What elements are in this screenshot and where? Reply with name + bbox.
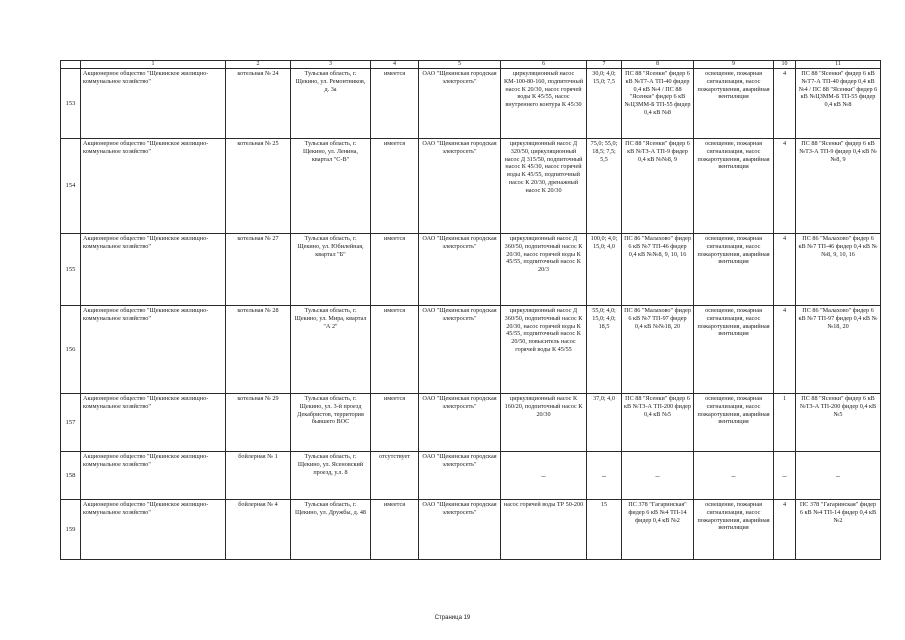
object-cell: котельная № 25 bbox=[226, 139, 291, 234]
organization-cell: Акционерное общество "Щекинское жилищно-коммунальное хозяйство" bbox=[81, 394, 226, 452]
power-cell: 75,0; 55,0; 18,5; 7,5; 5,5 bbox=[587, 139, 622, 234]
row-number-cell: 153 bbox=[61, 69, 81, 139]
column-number-header: 7 bbox=[587, 61, 622, 69]
table-row bbox=[61, 394, 881, 452]
column-number-header: 8 bbox=[622, 61, 694, 69]
table-row bbox=[61, 139, 881, 234]
feed-duplicate-cell: ПС 88 "Ясенки" фидер 6 кВ №ТЗ-А ТП-9 фидер 0,4 кВ №№8, 9 bbox=[796, 139, 881, 234]
supplier-cell: ОАО "Щекинская городская электросеть" bbox=[419, 139, 501, 234]
address-cell: Тульская область, г. Щекино, ул. Мира, квартал "А 2" bbox=[291, 306, 371, 394]
power-cell: 55,0; 4,0; 15,0; 4,0; 18,5 bbox=[587, 306, 622, 394]
feed-duplicate-cell: ПС 378 "Гагаринская" фидер 6 кВ №4 ТП-14 фидер 0,4 кВ №2 bbox=[796, 500, 881, 560]
object-cell: бойлерная № 4 bbox=[226, 500, 291, 560]
organization-cell: Акционерное общество "Щекинское жилищно-коммунальное хозяйство" bbox=[81, 500, 226, 560]
power-cell: 30,0; 4,0; 15,0; 7,5 bbox=[587, 69, 622, 139]
consumers-cell: освещение, пожарная сигнализация, насос пожаротушения, аварийная вентиляция bbox=[694, 69, 774, 139]
consumers-cell: освещение, пожарная сигнализация, насос пожаротушения, аварийная вентиляция bbox=[694, 394, 774, 452]
reserve-source-cell: имеется bbox=[371, 69, 419, 139]
organization-cell: Акционерное общество "Щекинское жилищно-коммунальное хозяйство" bbox=[81, 139, 226, 234]
document-table bbox=[60, 60, 881, 560]
consumers-cell: освещение, пожарная сигнализация, насос пожаротушения, аварийная вентиляция bbox=[694, 139, 774, 234]
category-cell: – bbox=[774, 452, 796, 500]
header-row bbox=[61, 61, 881, 69]
object-cell: бойлерная № 1 bbox=[226, 452, 291, 500]
column-number-header: 1 bbox=[81, 61, 226, 69]
table-row bbox=[61, 306, 881, 394]
feed-cell: ПС 88 "Ясенки" фидер 6 кВ №Т7-А ТП-40 фидер 0,4 кВ №4 / ПС 88 "Ясенки" фидер 6 кВ №ЦЗММ-Б ТП-55 фидер 0,4 кВ №8 bbox=[622, 69, 694, 139]
equipment-cell: циркуляционный насос КМ-100-80-160, подпиточный насос К 20/30, насос горячей воды К 45/55, насос внутреннего контура К 45/30 bbox=[501, 69, 587, 139]
object-cell: котельная № 27 bbox=[226, 234, 291, 306]
reserve-source-cell: имеется bbox=[371, 234, 419, 306]
row-number-cell: 156 bbox=[61, 306, 81, 394]
power-cell: 37,0; 4,0 bbox=[587, 394, 622, 452]
consumers-cell: освещение, пожарная сигнализация, насос пожаротушения, аварийная вентиляция bbox=[694, 234, 774, 306]
feed-cell: – bbox=[622, 452, 694, 500]
equipment-cell: насос горячей воды ТР 50-200 bbox=[501, 500, 587, 560]
supplier-cell: ОАО "Щекинская городская электросеть" bbox=[419, 306, 501, 394]
row-number-cell: 155 bbox=[61, 234, 81, 306]
table-row bbox=[61, 500, 881, 560]
equipment-cell: циркуляционный насос Д 360/50, подпиточный насос К 20/30, насос горячей воды К 45/55, подпиточный насос К 20/50, повыситель насос горячей воды К 45/55 bbox=[501, 306, 587, 394]
address-cell: Тульская область, г. Щекино, ул. Ремонтников, д. 3а bbox=[291, 69, 371, 139]
row-number-cell: 157 bbox=[61, 394, 81, 452]
reserve-source-cell: имеется bbox=[371, 306, 419, 394]
feed-duplicate-cell: ПС 86 "Малахово" фидер 6 кВ №7 ТП-97 фидер 0,4 кВ №№18, 20 bbox=[796, 306, 881, 394]
column-number-header: 2 bbox=[226, 61, 291, 69]
object-cell: котельная № 29 bbox=[226, 394, 291, 452]
category-cell: 4 bbox=[774, 69, 796, 139]
organization-cell: Акционерное общество "Щекинское жилищно-коммунальное хозяйство" bbox=[81, 306, 226, 394]
reserve-source-cell: имеется bbox=[371, 394, 419, 452]
feed-cell: ПС 378 "Гагаринская" фидер 6 кВ №4 ТП-14 фидер 0,4 кВ №2 bbox=[622, 500, 694, 560]
table-row bbox=[61, 234, 881, 306]
supplier-cell: ОАО "Щекинская городская электросеть" bbox=[419, 69, 501, 139]
supplier-cell: ОАО "Щекинская городская электросеть" bbox=[419, 500, 501, 560]
column-number-header: 3 bbox=[291, 61, 371, 69]
feed-cell: ПС 88 "Ясенки" фидер 6 кВ №ТЗ-А ТП-9 фидер 0,4 кВ №№8, 9 bbox=[622, 139, 694, 234]
equipment-cell: циркуляционный насос К 160/20, подпиточный насос К 20/30 bbox=[501, 394, 587, 452]
object-cell: котельная № 24 bbox=[226, 69, 291, 139]
equipment-cell: циркуляционный насос Д 360/50, подпиточный насос К 20/30, насос горячей воды К 45/55, подпиточный насос К 20/3 bbox=[501, 234, 587, 306]
column-number-header: 10 bbox=[774, 61, 796, 69]
category-cell: 4 bbox=[774, 306, 796, 394]
consumers-cell: освещение, пожарная сигнализация, насос пожаротушения, аварийная вентиляция bbox=[694, 306, 774, 394]
category-cell: 4 bbox=[774, 234, 796, 306]
address-cell: Тульская область, г. Щекино, ул. Дружбы, д. 48 bbox=[291, 500, 371, 560]
organization-cell: Акционерное общество "Щекинское жилищно-коммунальное хозяйство" bbox=[81, 234, 226, 306]
feed-cell: ПС 86 "Малахово" фидер 6 кВ №7 ТП-97 фидер 0,4 кВ №№18, 20 bbox=[622, 306, 694, 394]
column-number-header: 4 bbox=[371, 61, 419, 69]
equipment-cell: – bbox=[501, 452, 587, 500]
consumers-cell: освещение, пожарная сигнализация, насос пожаротушения, аварийная вентиляция bbox=[694, 500, 774, 560]
power-cell: 100,0; 4,0; 15,0; 4,0 bbox=[587, 234, 622, 306]
category-cell: 4 bbox=[774, 139, 796, 234]
table-row bbox=[61, 452, 881, 500]
power-cell: – bbox=[587, 452, 622, 500]
address-cell: Тульская область, г. Щекино, ул. Юбилейная, квартал "Б" bbox=[291, 234, 371, 306]
feed-duplicate-cell: – bbox=[796, 452, 881, 500]
organization-cell: Акционерное общество "Щекинское жилищно-коммунальное хозяйство" bbox=[81, 69, 226, 139]
feed-cell: ПС 86 "Малахово" фидер 6 кВ №7 ТП-46 фидер 0,4 кВ №№8, 9, 10, 16 bbox=[622, 234, 694, 306]
supplier-cell: ОАО "Щекинская городская электросеть" bbox=[419, 452, 501, 500]
supplier-cell: ОАО "Щекинская городская электросеть" bbox=[419, 234, 501, 306]
feed-duplicate-cell: ПС 88 "Ясенки" фидер 6 кВ №Т7-А ТП-40 фидер 0,4 кВ №4 / ПС 88 "Ясенки" фидер 6 кВ №ЦЗММ-Б ТП-55 фидер 0,4 кВ №8 bbox=[796, 69, 881, 139]
organization-cell: Акционерное общество "Щекинское жилищно-коммунальное хозяйство" bbox=[81, 452, 226, 500]
row-number-cell: 158 bbox=[61, 452, 81, 500]
address-cell: Тульская область, г. Щекино, ул. 3-й проезд Декабристов, территория бывшего ВОС bbox=[291, 394, 371, 452]
row-number-cell: 154 bbox=[61, 139, 81, 234]
column-number-header: 11 bbox=[796, 61, 881, 69]
page-footer: Страница 19 bbox=[434, 615, 471, 621]
feed-duplicate-cell: ПС 88 "Ясенки" фидер 6 кВ №ТЗ-А ТП-200 фидер 0,4 кВ №5 bbox=[796, 394, 881, 452]
object-cell: котельная № 28 bbox=[226, 306, 291, 394]
feed-cell: ПС 88 "Ясенки" фидер 6 кВ №ТЗ-А ТП-200 фидер 0,4 кВ №5 bbox=[622, 394, 694, 452]
category-cell: 1 bbox=[774, 394, 796, 452]
row-number-cell: 159 bbox=[61, 500, 81, 560]
reserve-source-cell: имеется bbox=[371, 500, 419, 560]
feed-duplicate-cell: ПС 86 "Малахово" фидер 6 кВ №7 ТП-46 фидер 0,4 кВ №№8, 9, 10, 16 bbox=[796, 234, 881, 306]
reserve-source-cell: отсутствует bbox=[371, 452, 419, 500]
address-cell: Тульская область, г. Щекино, ул. Ленина, квартал "С-В" bbox=[291, 139, 371, 234]
table-row bbox=[61, 69, 881, 139]
column-number-header: 6 bbox=[501, 61, 587, 69]
category-cell: 4 bbox=[774, 500, 796, 560]
equipment-cell: циркуляционный насос Д 320/50, циркуляционный насос Д 315/50, подпиточный насос К 45/30, насос горячей воды К 45/55, подпиточный насос К 20/30, дренажный насос К 20/30 bbox=[501, 139, 587, 234]
column-number-header: 5 bbox=[419, 61, 501, 69]
consumers-cell: – bbox=[694, 452, 774, 500]
address-cell: Тульская область, г. Щекино, ул. Ясеновский проезд, у.л. 8 bbox=[291, 452, 371, 500]
column-number-header bbox=[61, 61, 81, 69]
column-number-header: 9 bbox=[694, 61, 774, 69]
supplier-cell: ОАО "Щекинская городская электросеть" bbox=[419, 394, 501, 452]
power-cell: 15 bbox=[587, 500, 622, 560]
reserve-source-cell: имеется bbox=[371, 139, 419, 234]
